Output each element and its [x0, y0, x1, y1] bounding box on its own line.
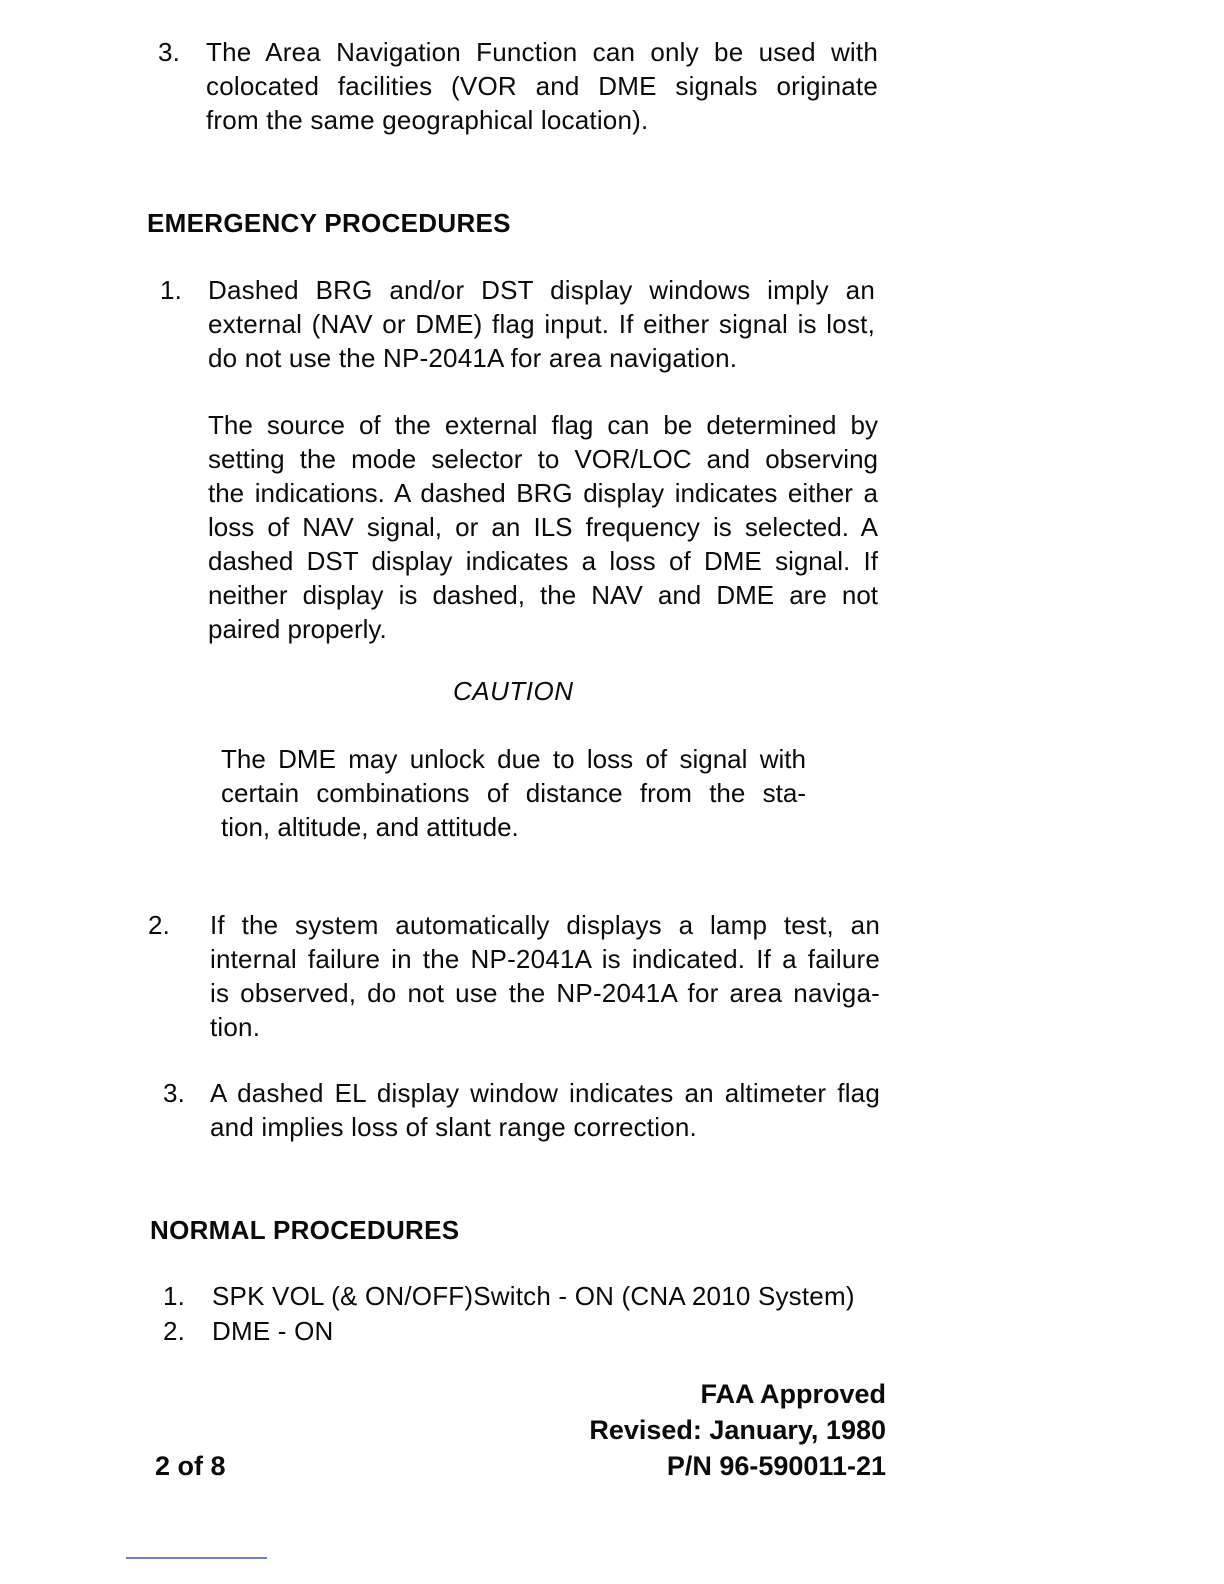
text-line: certain combinations of distance from the sta- [221, 778, 806, 808]
external-flag-paragraph [208, 408, 878, 646]
text-line: setting the mode selector to VOR/LOC and observing [208, 444, 878, 474]
emergency-item-1 [160, 273, 880, 383]
page-number: 2 of 8 [155, 1451, 226, 1481]
text-line: is observed, do not use the NP-2041A for area naviga- [210, 978, 880, 1008]
item-number: 2. [163, 1316, 186, 1346]
text-line: A dashed EL display window indicates an altimeter flag [210, 1078, 880, 1108]
footer-approval-block [589, 1376, 886, 1484]
limitations-item-3 [158, 35, 878, 145]
text-line: loss of NAV signal, or an ILS frequency is selected. A [208, 512, 878, 542]
item-number: 2. [148, 910, 171, 940]
bottom-rule [126, 1557, 267, 1559]
text-line: external (NAV or DME) flag input. If either signal is lost, [208, 309, 875, 339]
text-line: paired properly. [208, 614, 387, 644]
text-line: colocated facilities (VOR and DME signals originate [206, 71, 878, 101]
faa-approved: FAA Approved [700, 1379, 886, 1409]
text-line: If the system automatically displays a lamp test, an [210, 910, 880, 940]
emergency-procedures-heading: EMERGENCY PROCEDURES [147, 208, 511, 238]
normal-item-2 [163, 1314, 883, 1350]
normal-item-1 [163, 1279, 883, 1315]
item-number: 1. [160, 275, 183, 305]
text-line: The source of the external flag can be determined by [208, 410, 878, 440]
text-line: tion. [210, 1012, 261, 1042]
item-number: 3. [163, 1078, 186, 1108]
text-line: tion, altitude, and attitude. [221, 812, 519, 842]
text-line: Dashed BRG and/or DST display windows imply an [208, 275, 875, 305]
text-line: dashed DST display indicates a loss of DME signal. If [208, 546, 878, 576]
item-number: 1. [163, 1281, 186, 1311]
text-line: SPK VOL (& ON/OFF)Switch - ON (CNA 2010 System) [212, 1281, 855, 1311]
text-line: and implies loss of slant range correction. [210, 1112, 697, 1142]
caution-text [221, 742, 806, 844]
part-number: P/N 96-590011-21 [666, 1451, 886, 1481]
text-line: internal failure in the NP-2041A is indicated. If a failure [210, 944, 880, 974]
text-line: from the same geographical location). [206, 105, 649, 135]
text-line: the indications. A dashed BRG display indicates either a [208, 478, 878, 508]
text-line: do not use the NP-2041A for area navigation. [208, 343, 738, 373]
text-line: DME - ON [212, 1316, 334, 1346]
text-line: The DME may unlock due to loss of signal with [221, 744, 806, 774]
normal-procedures-heading: NORMAL PROCEDURES [150, 1215, 460, 1245]
emergency-item-3 [163, 1076, 883, 1146]
revised-date: Revised: January, 1980 [589, 1415, 886, 1445]
caution-title: CAUTION [453, 676, 574, 706]
text-line: The Area Navigation Function can only be used with [206, 37, 878, 67]
emergency-item-2 [148, 908, 883, 1048]
item-number: 3. [158, 37, 181, 67]
text-line: neither display is dashed, the NAV and DME are not [208, 580, 878, 610]
